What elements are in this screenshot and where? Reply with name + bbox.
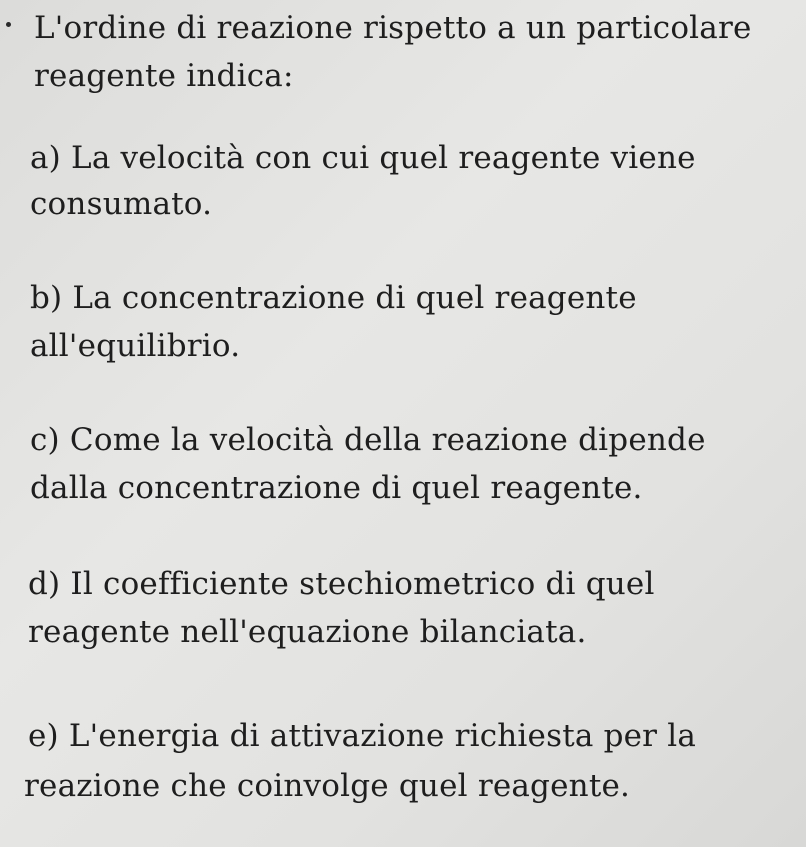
question-stem-line-1: L'ordine di reazione rispetto a un particolare bbox=[34, 10, 752, 46]
option-d-line-2: reagente nell'equazione bilanciata. bbox=[28, 614, 587, 650]
option-c-line-2: dalla concentrazione di quel reagente. bbox=[30, 470, 643, 506]
option-a-line-1: a) La velocità con cui quel reagente viene bbox=[30, 140, 696, 176]
option-d-line-1: d) Il coefficiente stechiometrico di quel bbox=[28, 566, 655, 602]
option-b-line-2: all'equilibrio. bbox=[30, 328, 241, 364]
option-e-line-1: e) L'energia di attivazione richiesta per la bbox=[28, 718, 697, 754]
option-b-line-1: b) La concentrazione di quel reagente bbox=[30, 280, 637, 316]
option-a-line-2: consumato. bbox=[30, 186, 213, 222]
question-number-dot bbox=[6, 22, 11, 27]
question-stem-line-2: reagente indica: bbox=[34, 58, 294, 94]
option-e-line-2: reazione che coinvolge quel reagente. bbox=[24, 768, 631, 804]
option-c-line-1: c) Come la velocità della reazione dipende bbox=[30, 422, 706, 458]
